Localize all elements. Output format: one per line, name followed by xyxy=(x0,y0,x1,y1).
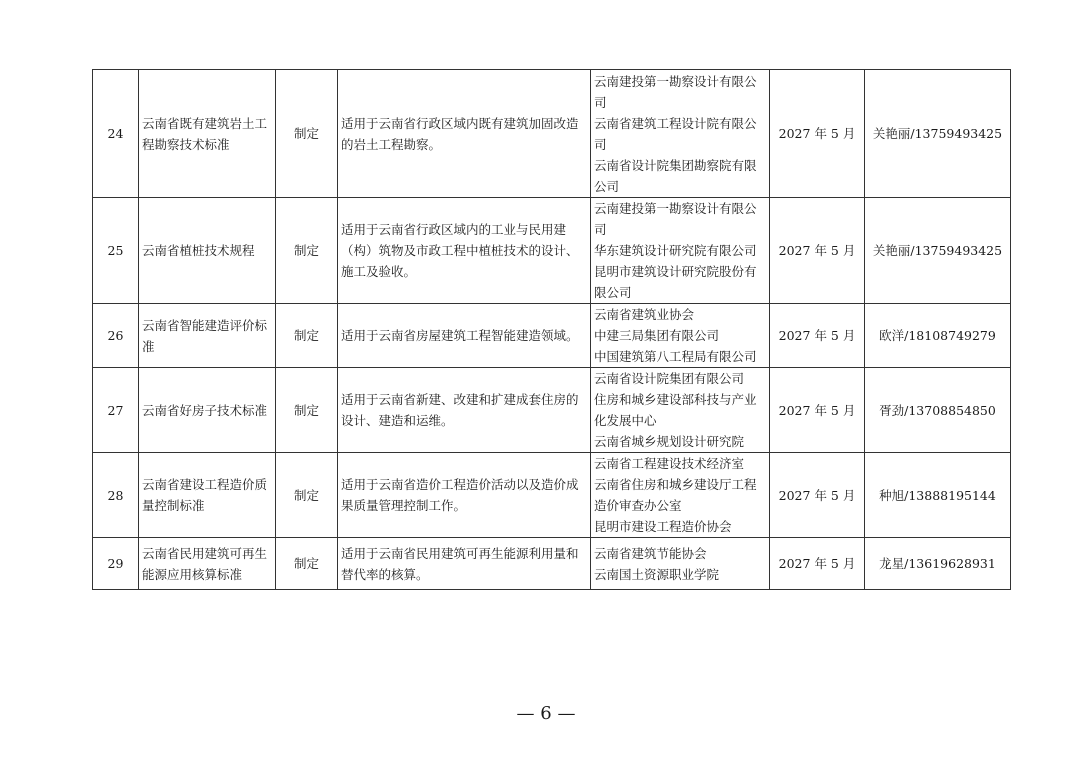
scope-cell xyxy=(338,538,591,590)
table-row xyxy=(93,538,1011,590)
units-cell-line: 云南省住房和城乡建设厅工程 xyxy=(594,477,757,492)
units-cell-line: 云南省工程建设技术经济室 xyxy=(594,456,745,471)
units-cell-line: 云南省设计院集团勘察院有限 xyxy=(594,157,757,173)
units-cell-line: 云南建投第一勘察设计有限公 xyxy=(594,73,757,89)
units-cell-line: 化发展中心 xyxy=(594,413,657,428)
standard-name-cell-line: 量控制标准 xyxy=(142,498,205,513)
standard-name-cell xyxy=(139,453,276,538)
table-row xyxy=(93,368,1011,453)
scope-cell-line: 设计、建造和运维。 xyxy=(341,413,454,428)
units-cell-line: 住房和城乡建设部科技与产业 xyxy=(594,392,757,407)
scope-cell-line: 适用于云南省民用建筑可再生能源利用量和 xyxy=(341,545,579,561)
units-cell-line: 中国建筑第八工程局有限公司 xyxy=(594,349,757,364)
standard-name-cell-line: 程勘察技术标准 xyxy=(142,136,230,152)
standard-name-cell xyxy=(139,304,276,368)
scope-cell-line: 适用于云南省造价工程造价活动以及造价成 xyxy=(341,477,579,492)
table-row xyxy=(93,304,1011,368)
units-cell-line: 云南省建筑业协会 xyxy=(594,307,695,322)
contact-cell: 种旭/13888195144 xyxy=(865,453,1011,538)
type-cell: 制定 xyxy=(276,538,338,590)
units-cell xyxy=(591,304,770,368)
row-number-cell: 26 xyxy=(93,304,139,368)
scope-cell-line: 适用于云南省房屋建筑工程智能建造领域。 xyxy=(341,328,579,343)
type-cell: 制定 xyxy=(276,198,338,304)
scope-cell-line: 果质量管理控制工作。 xyxy=(341,498,467,513)
scope-cell-line: （构）筑物及市政工程中植桩技术的设计、 xyxy=(341,243,579,258)
table-row xyxy=(93,198,1011,304)
date-cell: 2027 年 5 月 xyxy=(770,304,865,368)
units-cell-line: 造价审查办公室 xyxy=(594,498,682,513)
contact-cell: 关艳丽/13759493425 xyxy=(865,198,1011,304)
row-number-cell: 27 xyxy=(93,368,139,453)
row-number-cell: 29 xyxy=(93,538,139,590)
scope-cell-line: 替代率的核算。 xyxy=(341,566,429,582)
type-cell: 制定 xyxy=(276,368,338,453)
standard-name-cell-line: 云南省民用建筑可再生 xyxy=(142,545,268,561)
contact-cell: 关艳丽/13759493425 xyxy=(865,70,1011,198)
units-cell-line: 司 xyxy=(594,136,607,152)
date-cell: 2027 年 5 月 xyxy=(770,538,865,590)
scope-cell-line: 适用于云南省新建、改建和扩建成套住房的 xyxy=(341,392,579,407)
units-cell-line: 中建三局集团有限公司 xyxy=(594,328,720,343)
units-cell xyxy=(591,368,770,453)
standard-name-cell-line: 云南省建设工程造价质 xyxy=(142,477,268,492)
standard-name-cell-line: 云南省好房子技术标准 xyxy=(142,402,268,418)
date-cell: 2027 年 5 月 xyxy=(770,198,865,304)
standard-name-cell-line: 能源应用核算标准 xyxy=(142,566,243,582)
standard-name-cell-line: 云南省植桩技术规程 xyxy=(142,243,255,258)
units-cell-line: 司 xyxy=(594,94,607,110)
standard-name-cell xyxy=(139,538,276,590)
units-cell-line: 云南省城乡规划设计研究院 xyxy=(594,434,745,449)
units-cell xyxy=(591,538,770,590)
standard-name-cell-line: 云南省智能建造评价标 xyxy=(142,317,268,333)
units-cell xyxy=(591,70,770,198)
scope-cell xyxy=(338,198,591,304)
units-cell-line: 云南建投第一勘察设计有限公 xyxy=(594,201,757,216)
standard-name-cell-line: 云南省既有建筑岩土工 xyxy=(142,115,268,131)
scope-cell xyxy=(338,70,591,198)
contact-cell: 龙星/13619628931 xyxy=(865,538,1011,590)
standard-name-cell xyxy=(139,198,276,304)
units-cell-line: 云南省建筑节能协会 xyxy=(594,545,707,561)
units-cell-line: 云南省建筑工程设计院有限公 xyxy=(594,115,757,131)
units-cell xyxy=(591,198,770,304)
units-cell-line: 限公司 xyxy=(594,285,632,300)
scope-cell xyxy=(338,304,591,368)
standards-table xyxy=(92,69,1011,590)
table-row xyxy=(93,453,1011,538)
standard-name-cell xyxy=(139,70,276,198)
units-cell-line: 昆明市建筑设计研究院股份有 xyxy=(594,264,757,279)
contact-cell: 欧洋/18108749279 xyxy=(865,304,1011,368)
date-cell: 2027 年 5 月 xyxy=(770,368,865,453)
units-cell-line: 司 xyxy=(594,222,607,237)
units-cell xyxy=(591,453,770,538)
units-cell-line: 云南国土资源职业学院 xyxy=(594,566,720,582)
date-cell: 2027 年 5 月 xyxy=(770,453,865,538)
table-row xyxy=(93,70,1011,198)
scope-cell-line: 施工及验收。 xyxy=(341,264,417,279)
scope-cell-line: 的岩土工程勘察。 xyxy=(341,136,442,152)
type-cell: 制定 xyxy=(276,453,338,538)
scope-cell xyxy=(338,368,591,453)
standard-name-cell xyxy=(139,368,276,453)
page-number: — 6 — xyxy=(516,703,576,724)
type-cell: 制定 xyxy=(276,70,338,198)
row-number-cell: 28 xyxy=(93,453,139,538)
row-number-cell: 25 xyxy=(93,198,139,304)
scope-cell xyxy=(338,453,591,538)
units-cell-line: 昆明市建设工程造价协会 xyxy=(594,519,732,534)
scope-cell-line: 适用于云南省行政区域内既有建筑加固改造 xyxy=(341,115,579,131)
standard-name-cell-line: 准 xyxy=(142,338,155,354)
row-number-cell: 24 xyxy=(93,70,139,198)
contact-cell: 胥劲/13708854850 xyxy=(865,368,1011,453)
scope-cell-line: 适用于云南省行政区域内的工业与民用建 xyxy=(341,222,567,237)
units-cell-line: 公司 xyxy=(594,178,620,194)
units-cell-line: 华东建筑设计研究院有限公司 xyxy=(594,243,757,258)
units-cell-line: 云南省设计院集团有限公司 xyxy=(594,371,745,386)
type-cell: 制定 xyxy=(276,304,338,368)
date-cell: 2027 年 5 月 xyxy=(770,70,865,198)
